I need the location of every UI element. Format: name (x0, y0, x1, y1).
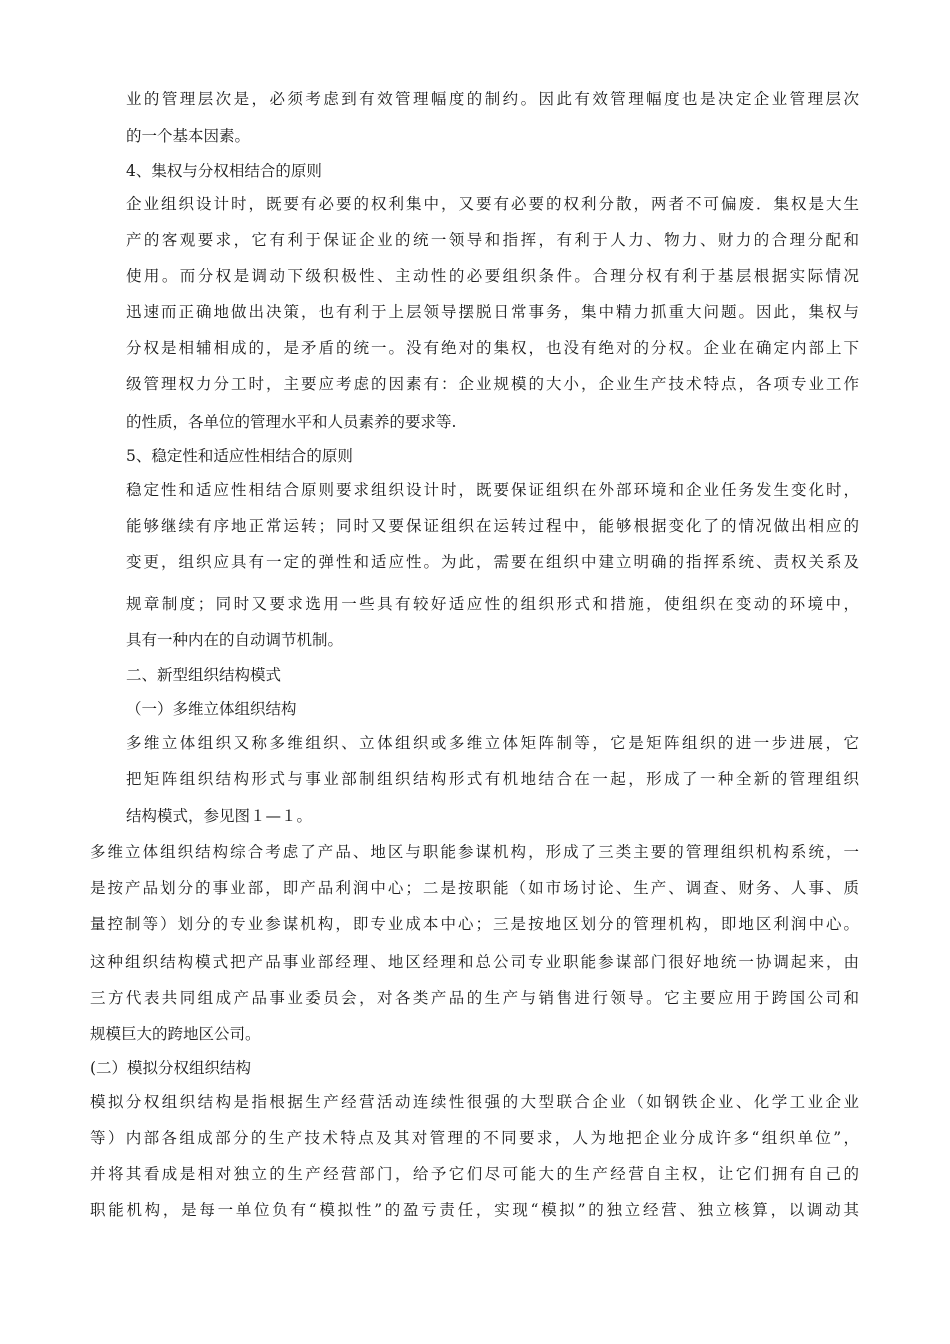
paragraph-line: 是按产品划分的事业部，即产品利润中心；二是按职能（如市场讨论、生产、调查、财务、人事、质 (90, 879, 859, 897)
paragraph-line: 稳定性和适应性相结合原则要求组织设计时，既要保证组织在外部环境和企业任务发生变化时， (126, 481, 859, 499)
paragraph-line: 规模巨大的跨地区公司。 (90, 1025, 261, 1043)
subsection-heading: (二）模拟分权组织结构 (90, 1059, 252, 1077)
paragraph-line: 这种组织结构模式把产品事业部经理、地区经理和总公司专业职能参谋部门很好地统一协调起来，由 (90, 953, 859, 971)
paragraph-line: 能够继续有序地正常运转；同时又要保证组织在运转过程中，能够根据变化了的情况做出相应的 (126, 517, 859, 535)
paragraph-line: 结构模式，参见图１—１。 (126, 807, 313, 825)
paragraph-line: 分权是相辅相成的，是矛盾的统一。没有绝对的集权，也没有绝对的分权。企业在确定内部上下 (126, 339, 859, 357)
paragraph-line: 具有一种内在的自动调节机制。 (126, 631, 344, 649)
paragraph-line: 规章制度；同时又要求选用一些具有较好适应性的组织形式和措施，使组织在变动的环境中， (126, 595, 859, 613)
paragraph-line: 的一个基本因素。 (126, 127, 251, 145)
paragraph-line: 量控制等）划分的专业参谋机构，即专业成本中心；三是按地区划分的管理机构，即地区利润中心。 (90, 915, 859, 933)
paragraph-line: 业的管理层次是，必须考虑到有效管理幅度的制约。因此有效管理幅度也是决定企业管理层次 (126, 90, 859, 108)
paragraph-line: 的性质，各单位的管理水平和人员素养的要求等. (126, 413, 457, 431)
paragraph-line: 迅速而正确地做出决策，也有利于上层领导摆脱日常事务，集中精力抓重大问题。因此，集权与 (126, 303, 859, 321)
section-heading: 二、新型组织结构模式 (126, 666, 282, 684)
paragraph-line: 产的客观要求，它有利于保证企业的统一领导和指挥，有利于人力、物力、财力的合理分配和 (126, 231, 859, 249)
paragraph-line: 变更，组织应具有一定的弹性和适应性。为此，需要在组织中建立明确的指挥系统、责权关系及 (126, 553, 859, 571)
subsection-heading: （一）多维立体组织结构 (126, 700, 297, 718)
paragraph-line: 企业组织设计时，既要有必要的权利集中，又要有必要的权利分散，两者不可偏废．集权是大生 (126, 195, 859, 213)
paragraph-line: 模拟分权组织结构是指根据生产经营活动连续性很强的大型联合企业（如钢铁企业、化学工业企业 (90, 1093, 859, 1111)
section-heading: 4、集权与分权相结合的原则 (126, 162, 322, 180)
paragraph-line: 等）内部各组成部分的生产技术特点及其对管理的不同要求，人为地把企业分成许多“组织单位”， (90, 1129, 859, 1147)
paragraph-line: 并将其看成是相对独立的生产经营部门，给予它们尽可能大的生产经营自主权，让它们拥有自己的 (90, 1165, 859, 1183)
paragraph-line: 三方代表共同组成产品事业委员会，对各类产品的生产与销售进行领导。它主要应用于跨国公司和 (90, 989, 859, 1007)
paragraph-line: 把矩阵组织结构形式与事业部制组织结构形式有机地结合在一起，形成了一种全新的管理组织 (126, 770, 859, 788)
paragraph-line: 多维立体组织结构综合考虑了产品、地区与职能参谋机构，形成了三类主要的管理组织机构系统，一 (90, 843, 859, 861)
section-heading: 5、稳定性和适应性相结合的原则 (126, 447, 353, 465)
paragraph-line: 使用。而分权是调动下级积极性、主动性的必要组织条件。合理分权有利于基层根据实际情况 (126, 267, 859, 285)
paragraph-line: 职能机构，是每一单位负有“模拟性”的盈亏责任，实现“模拟”的独立经营、独立核算，以调动其 (90, 1201, 859, 1219)
paragraph-line: 级管理权力分工时，主要应考虑的因素有：企业规模的大小，企业生产技术特点，各项专业工作 (126, 375, 859, 393)
paragraph-line: 多维立体组织又称多维组织、立体组织或多维立体矩阵制等，它是矩阵组织的进一步进展，它 (126, 734, 859, 752)
